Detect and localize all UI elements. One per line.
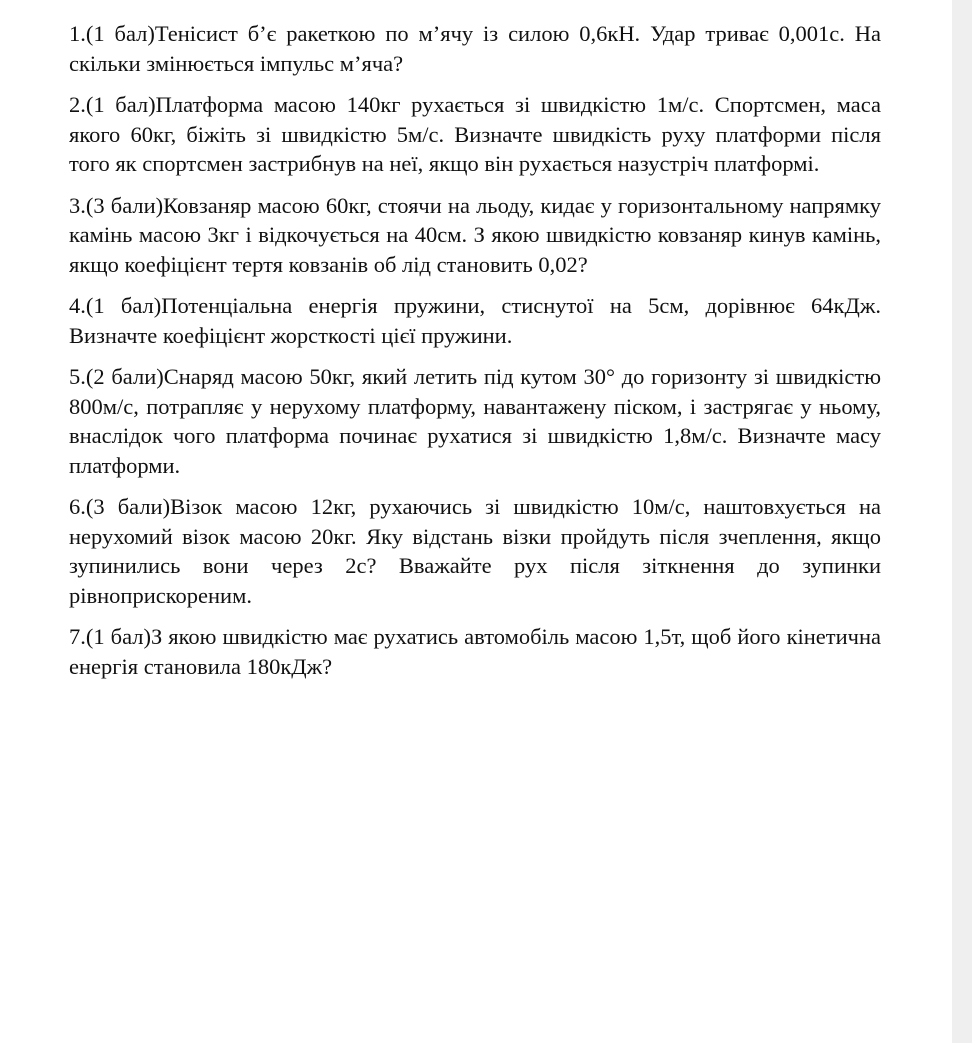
problem-3: 3.(3 бали)Ковзаняр масою 60кг, стоячи на льоду, кидає у горизонтальному напрямку камінь масою 3кг і відкочується на 40см. З якою швидкістю ковзаняр кинув камінь, якщо коефіцієнт тертя ковзанів об лід становить 0,02? (69, 192, 881, 277)
scrollbar-track[interactable] (952, 0, 972, 1043)
problem-2: 2.(1 бал)Платформа масою 140кг рухається зі швидкістю 1м/с. Спортсмен, маса якого 60кг, біжіть зі швидкістю 5м/с. Визначте швидкість руху платформи після того як спортсмен застрибнув на неї, якщо він рухається назустріч платформі. (69, 92, 881, 176)
problem-6: 6.(3 бали)Візок масою 12кг, рухаючись зі швидкістю 10м/с, наштовхується на нерухомий візок масою 20кг. Яку відстань візки пройдуть після зчеплення, якщо зупинились вони через 2с? Вважайте рух після зіткнення до зупинки рівноприскореним. (69, 494, 881, 608)
problem-7: 7.(1 бал)З якою швидкістю має рухатись автомобіль масою 1,5т, щоб його кінетична енергія становила 180кДж? (69, 624, 881, 679)
problem-1: 1.(1 бал)Тенісист б’є ракеткою по м’ячу із силою 0,6кН. Удар триває 0,001с. На скільки змінюється імпульс м’яча? (69, 21, 881, 76)
problem-4: 4.(1 бал)Потенціальна енергія пружини, стиснутої на 5см, дорівнює 64кДж. Визначте коефіцієнт жорсткості цієї пружини. (69, 293, 881, 348)
document-page (69, 19, 881, 693)
problem-5: 5.(2 бали)Снаряд масою 50кг, який летить під кутом 30° до горизонту зі швидкістю 800м/с, потрапляє у нерухому платформу, навантажену піском, і застрягає у ньому, внаслідок чого платформа починає рухатися зі швидкістю 1,8м/с. Визначте масу платформи. (69, 364, 881, 478)
